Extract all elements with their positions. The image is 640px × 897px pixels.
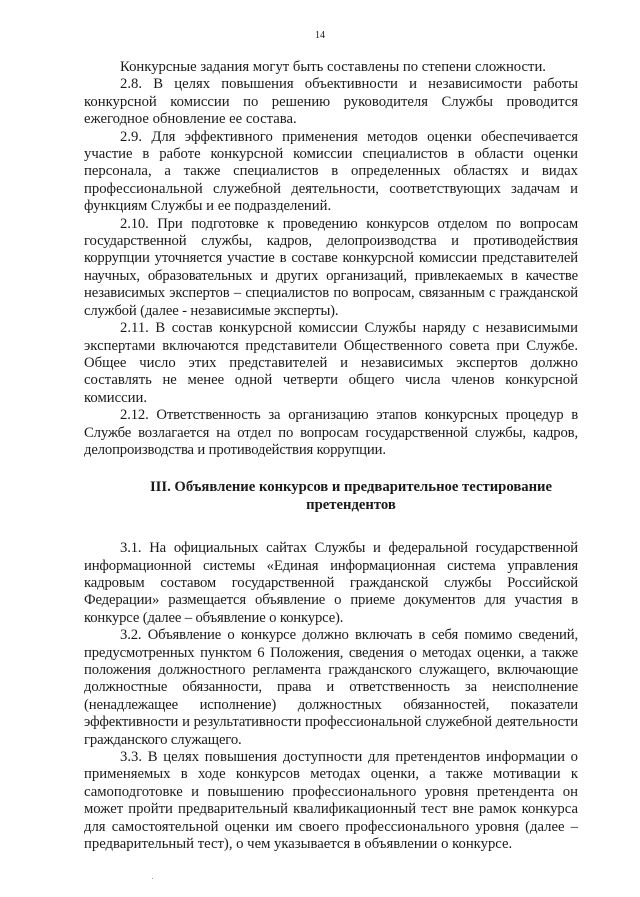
- section-heading: III. Объявление конкурсов и предварительное тестирование претендентов: [149, 479, 553, 513]
- document-body: [84, 59, 578, 853]
- paragraph-tasks-complexity: Конкурсные задания могут быть составлены по степени сложности.: [120, 59, 546, 75]
- paragraph-2-12: 2.12. Ответственность за организацию этапов конкурсных процедур в Службе возлагается на отдел по вопросам государственной службы, кадров, делопроизводства и противодействия коррупции.: [84, 407, 578, 458]
- paragraph-2-11: 2.11. В состав конкурсной комиссии Службы наряду с независимыми экспертами включаются представители Общественного совета при Службе. Общее число этих представителей и независимых экспертов должно составлять не менее одной четверти общего числа членов конкурсной комиссии.: [84, 320, 578, 406]
- paragraph-2-9: 2.9. Для эффективного применения методов оценки обеспечивается участие в работе конкурсной комиссии специалистов в области оценки персонала, а также специалистов в определенных областях и видах профессиональной служебной деятельности, соответствующих задачам и функциям Службы и ее подразделений.: [84, 128, 578, 215]
- paragraph-2-10: 2.10. При подготовке к проведению конкурсов отделом по вопросам государственной службы, кадров, делопроизводства и противодействия коррупции уточняется участие в составе конкурсной комиссии представителей научных, образовательных и других организаций, привлекаемых в качестве независимых экспертов – специалистов по вопросам, связанным с гражданской службой (далее - независимые эксперты).: [84, 215, 578, 319]
- paragraph-2-8: 2.8. В целях повышения объективности и независимости работы конкурсной комиссии по решению руководителя Службы проводится ежегодное обновление ее состава.: [84, 76, 578, 128]
- paragraph-3-1: 3.1. На официальных сайтах Службы и федеральной государственной информационной системы «Единая информационная система управления кадровым составом государственной гражданской службы Российской Федерации» размещается объявление о приеме документов для участия в конкурсе (далее – объявление о конкурсе).: [84, 540, 578, 626]
- page-number: 14: [315, 30, 325, 41]
- scan-dot: [152, 878, 153, 879]
- paragraph-3-3: 3.3. В целях повышения доступности для претендентов информации о применяемых в ходе конкурсов методах оценки, а также мотивации к самоподготовке и повышению профессионального уровня претендента он может пройти предварительный квалификационный тест вне рамок конкурса для самостоятельной оценки им своего профессионального уровня (далее – предварительный тест), о чем указывается в объявлении о конкурсе.: [84, 749, 578, 853]
- paragraph-3-2: 3.2. Объявление о конкурсе должно включать в себя помимо сведений, предусмотренных пунктом 6 Положения, сведения о методах оценки, а также положения должностного регламента гражданского служащего, включающие должностные обязанности, права и ответственность за неисполнение (ненадлежащее исполнение) должностных обязанностей, показатели эффективности и результативности профессиональной служебной деятельности гражданского служащего.: [84, 627, 578, 748]
